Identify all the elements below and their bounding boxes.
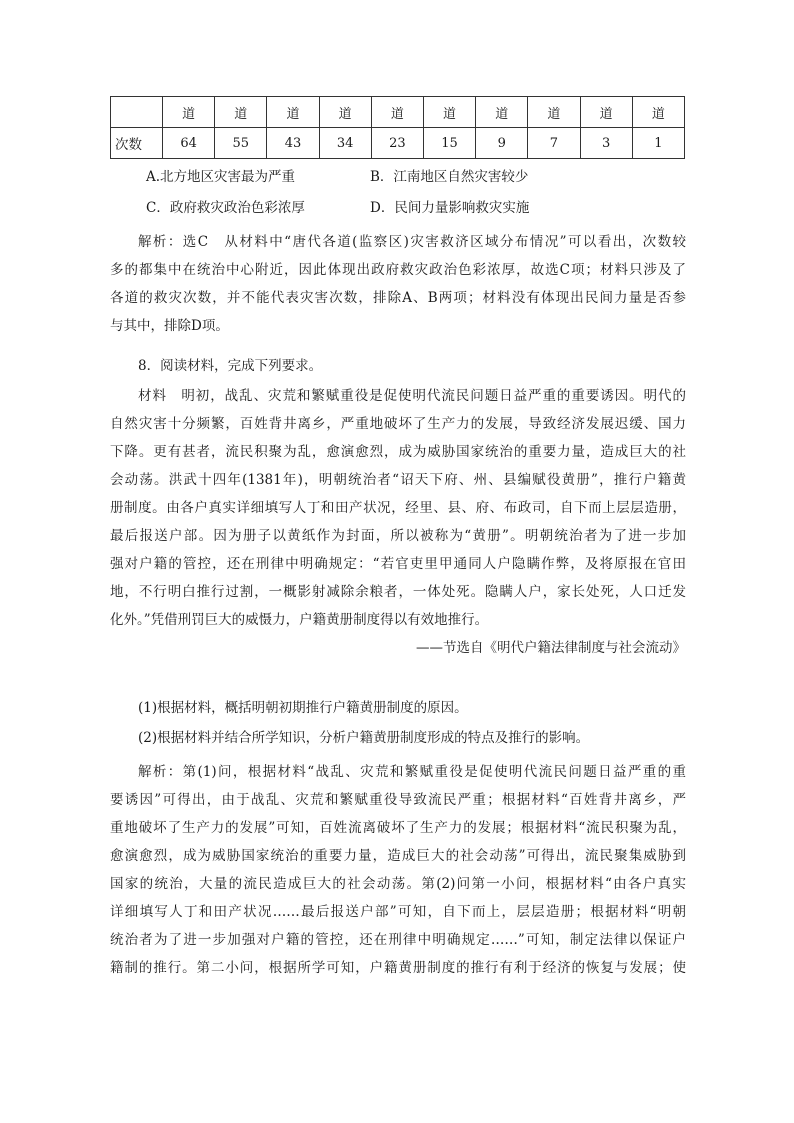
table-value-cell: 64: [163, 128, 215, 159]
table-value-cell: 55: [215, 128, 267, 159]
material-line: 地，不行明白推行过割，一概影射减除余粮者，一体处死。隐瞒人户，家长处死，人口迁发: [110, 584, 686, 600]
table-value-cell: 7: [528, 128, 580, 159]
row-label: 次数: [111, 128, 163, 159]
table-corner-cell: [111, 97, 163, 128]
material-line: 会动荡。洪武十四年(1381年)，明朝统治者“诏天下府、州、县编赋役黄册”，推行户籍黄: [110, 472, 686, 488]
question-8: [110, 352, 686, 380]
material-line: 材料 明初，战乱、灾荒和繁赋重役是促使明代流民问题日益严重的重要诱因。明代的: [138, 388, 686, 404]
question-8-2: (2)根据材料并结合所学知识，分析户籍黄册制度形成的特点及推行的影响。: [138, 730, 590, 746]
table-value-cell: 23: [371, 128, 423, 159]
table-value-cell: 1: [632, 128, 684, 159]
analysis-8-line: 国家的统治，大量的流民造成巨大的社会动荡。第(2)问第一小问，根据材料“由各户真实: [110, 876, 686, 892]
analysis-8-line: 重地破坏了生产力的发展”可知，百姓流离破坏了生产力的发展；根据材料“流民积聚为乱，: [110, 820, 686, 836]
analysis-7: [110, 228, 686, 340]
material: [110, 382, 686, 662]
material-line: 自然灾害十分频繁，百姓背井离乡，严重地破坏了生产力的发展，导致经济发展迟缓、国力: [110, 416, 686, 432]
analysis-8: [110, 758, 686, 982]
analysis-7-line: 解析：选C 从材料中“唐代各道(监察区)灾害救济区域分布情况”可以看出，次数较: [138, 234, 686, 250]
table-header-cell: 道: [528, 97, 580, 128]
material-source: ——节选自《明代户籍法律制度与社会流动》: [416, 640, 686, 656]
option-a: A.北方地区灾害最为严重: [146, 169, 296, 185]
table-header-cell: 道: [632, 97, 684, 128]
analysis-8-line: 愈演愈烈，成为威胁国家统治的重要力量，造成巨大的社会动荡”可得出，流民聚集威胁到: [110, 848, 686, 864]
question-8-1: (1)根据材料，概括明朝初期推行户籍黄册制度的原因。: [138, 700, 468, 716]
question-8-text: 8．阅读材料，完成下列要求。: [138, 358, 323, 374]
table-header-cell: 道: [423, 97, 475, 128]
material-line: 下降。更有甚者，流民积聚为乱，愈演愈烈，成为威胁国家统治的重要力量，造成巨大的社: [110, 444, 686, 460]
option-c: C．政府救灾政治色彩浓厚: [146, 200, 305, 216]
analysis-7-line: 各道的救灾次数，并不能代表灾害次数，排除A、B两项；材料没有体现出民间力量是否参: [110, 290, 686, 306]
table-row: [111, 128, 685, 159]
analysis-8-line: 要诱因”可得出，由于战乱、灾荒和繁赋重役导致流民严重；根据材料“百姓背井离乡，严: [110, 792, 686, 808]
analysis-8-line: 详细填写人丁和田产状况……最后报送户部”可知，自下而上，层层造册；根据材料“明朝: [110, 904, 686, 920]
table-header-cell: 道: [580, 97, 632, 128]
material-line: 化外。”凭借刑罚巨大的威慑力，户籍黄册制度得以有效地推行。: [110, 612, 489, 628]
table-value-cell: 15: [423, 128, 475, 159]
analysis-8-line: 统治者为了进一步加强对户籍的管控，还在刑律中明确规定……”可知，制定法律以保证户: [110, 932, 686, 948]
table-value-cell: 43: [267, 128, 319, 159]
table-row: [111, 97, 685, 128]
analysis-7-line: 与其中，排除D项。: [110, 318, 229, 334]
analysis-8-line: 籍制的推行。第二小问，根据所学可知，户籍黄册制度的推行有利于经济的恢复与发展；使: [110, 960, 686, 976]
analysis-7-line: 多的都集中在统治中心附近，因此体现出政府救灾政治色彩浓厚，故选C项；材料只涉及了: [110, 262, 686, 278]
table-header-cell: 道: [371, 97, 423, 128]
sub-questions: [110, 694, 686, 752]
option-d: D．民间力量影响救灾实施: [370, 200, 530, 216]
table-header-cell: 道: [319, 97, 371, 128]
table-value-cell: 3: [580, 128, 632, 159]
disaster-relief-table: [110, 96, 685, 159]
option-b: B．江南地区自然灾害较少: [370, 169, 529, 185]
table-header-cell: 道: [163, 97, 215, 128]
table-value-cell: 34: [319, 128, 371, 159]
table-header-cell: 道: [476, 97, 528, 128]
table-header-cell: 道: [267, 97, 319, 128]
table-header-cell: 道: [215, 97, 267, 128]
material-line: 册制度。由各户真实详细填写人丁和田产状况，经里、县、府、布政司，自下而上层层造册，: [110, 500, 686, 516]
table-value-cell: 9: [476, 128, 528, 159]
analysis-8-line: 解析：第(1)问，根据材料“战乱、灾荒和繁赋重役是促使明代流民问题日益严重的重: [138, 764, 686, 780]
material-line: 强对户籍的管控，还在刑律中明确规定：“若官吏里甲通同人户隐瞒作弊，及将原报在官田: [110, 556, 686, 572]
material-line: 最后报送户部。因为册子以黄纸作为封面，所以被称为“黄册”。明朝统治者为了进一步加: [110, 528, 686, 544]
